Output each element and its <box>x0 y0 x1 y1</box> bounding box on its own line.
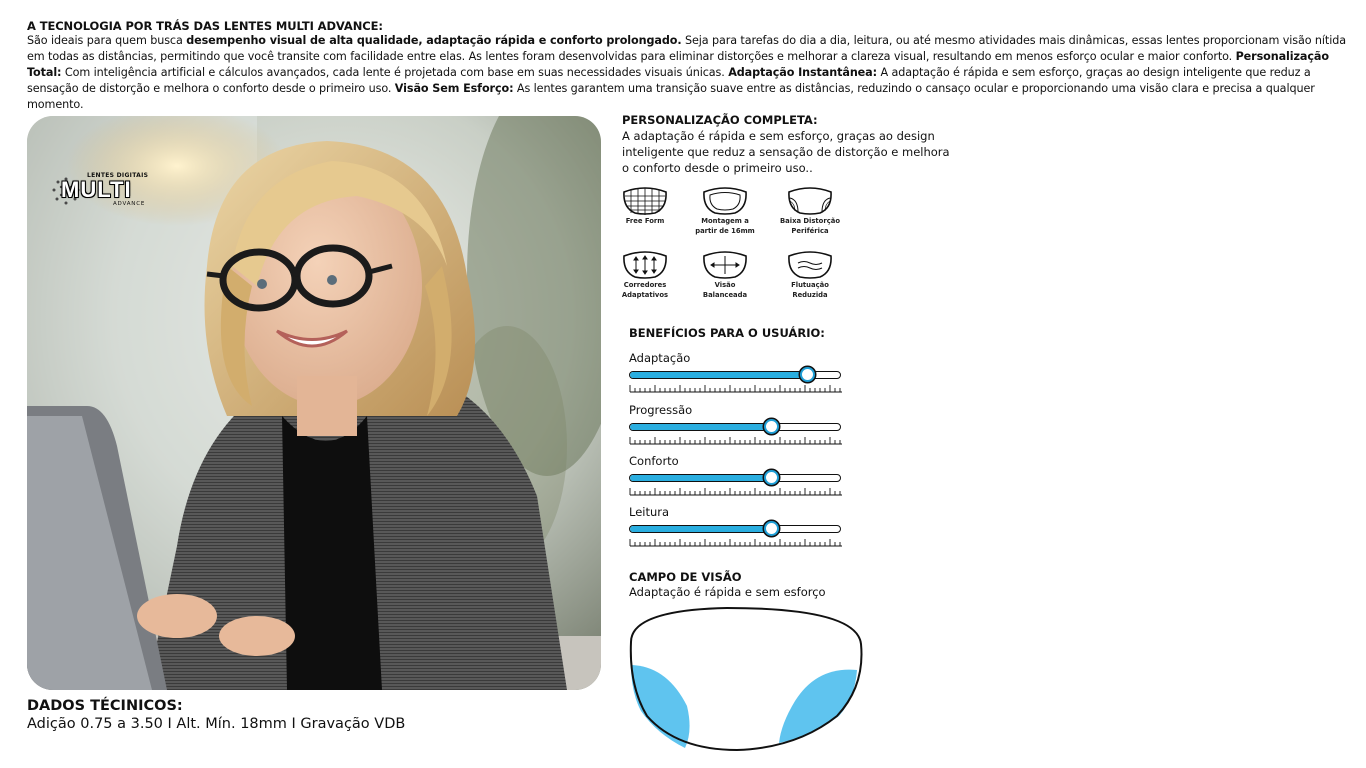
intro-text-4: A adaptação é rápida e sem esforço, graças ao design inteligente que reduz a sensação de distorção e melhora o conforto desde o primeiro uso. <box>27 66 1311 95</box>
hero-photo <box>27 116 601 690</box>
benefit-slider-progressao <box>629 403 845 417</box>
intro-text-1: São ideais para quem busca <box>27 34 187 47</box>
intro-paragraph <box>27 33 1357 113</box>
benefit-knob <box>764 521 779 536</box>
feature-label-line2: Adaptativos <box>621 290 669 299</box>
intro-title: A TECNOLOGIA POR TRÁS DAS LENTES MULTI ADVANCE: <box>27 19 383 33</box>
feature-adaptive-corridors <box>610 250 680 299</box>
logo-main-text: MULTI <box>61 177 132 202</box>
feature-label-line2: Reduzida <box>792 290 828 299</box>
intro-bold-3: Adaptação Instantânea: <box>728 66 877 79</box>
field-of-view-section <box>629 570 869 600</box>
benefit-label: Adaptação <box>629 351 691 365</box>
benefit-fill <box>630 475 771 481</box>
feature-label-line2: Periférica <box>791 226 829 235</box>
benefit-slider-conforto <box>629 454 845 468</box>
feature-label-line2: partir de 16mm <box>695 226 755 235</box>
feature-label-line2: Balanceada <box>702 290 748 299</box>
personalization-section <box>622 113 962 176</box>
intro-text-5: As lentes garantem uma transição suave entre as distâncias, reduzindo o cansaço ocular e proporcionando uma visão clara e precisa a qualquer momento. <box>27 82 1315 111</box>
mounting-icon <box>701 186 749 216</box>
benefit-track <box>629 525 841 533</box>
feature-label-line1: Free Form <box>625 217 665 225</box>
logo-top-text: LENTES DIGITAIS <box>87 172 149 179</box>
intro-bold-2: Personalização Total: <box>27 50 1329 79</box>
feature-label-line1: Baixa Distorção <box>779 217 840 225</box>
intro-text-2: Seja para tarefas do dia a dia, leitura, ou até mesmo atividades mais dinâmicas, essas lentes proporcionam visão nítida em todas as distâncias, permitindo que você transite com facilidade entre elas. As lentes foram desenvolvidas para eliminar distorções e melhorar a clareza visual, resultando em menos esforço ocular e maior conforto. <box>27 34 1346 63</box>
benefit-label: Leitura <box>629 505 670 519</box>
feature-reduced-floating <box>775 250 845 299</box>
benefit-fill <box>630 526 771 532</box>
intro-text-3: Com inteligência artificial e cálculos avançados, cada lente é projetada com base em suas necessidades visuais únicas. <box>61 66 729 79</box>
adaptive-corridors-icon <box>621 250 669 280</box>
multi-advance-logo <box>51 172 171 212</box>
personalization-heading: PERSONALIZAÇÃO COMPLETA: <box>622 113 818 127</box>
technical-data <box>27 697 405 733</box>
benefit-track <box>629 474 841 482</box>
personalization-text: A adaptação é rápida e sem esforço, graças ao design inteligente que reduz a sensação de distorção e melhora o conforto desde o primeiro uso.. <box>622 129 950 175</box>
field-of-view-heading: CAMPO DE VISÃO <box>629 570 742 584</box>
technical-data-heading: DADOS TÉCINICOS: <box>27 698 183 714</box>
benefit-knob <box>800 367 815 382</box>
benefit-fill <box>630 372 806 378</box>
feature-low-distortion <box>775 186 845 235</box>
benefits-heading: BENEFÍCIOS PARA O USUÁRIO: <box>629 326 825 340</box>
benefit-label: Conforto <box>629 454 679 468</box>
benefit-slider-adaptacao <box>629 351 845 365</box>
feature-label-line1: Montagem a <box>701 217 749 225</box>
feature-label-line1: Visão <box>714 281 736 289</box>
lens-left-blur-zone <box>631 665 690 748</box>
free-form-icon <box>621 186 669 216</box>
feature-label-line1: Corredores <box>623 281 667 289</box>
balanced-vision-icon <box>701 250 749 280</box>
benefit-ticks <box>629 385 843 393</box>
benefit-track <box>629 423 841 431</box>
low-distortion-icon <box>786 186 834 216</box>
benefit-ticks <box>629 539 843 547</box>
benefit-label: Progressão <box>629 403 693 417</box>
feature-free-form <box>610 186 680 228</box>
benefit-ticks <box>629 488 843 496</box>
intro-bold-1: desempenho visual de alta qualidade, adaptação rápida e conforto prolongado. <box>186 34 682 47</box>
feature-label-line1: Flutuação <box>791 281 829 289</box>
benefit-fill <box>630 424 771 430</box>
field-of-view-text: Adaptação é rápida e sem esforço <box>629 585 826 599</box>
intro-bold-4: Visão Sem Esforço: <box>394 82 514 95</box>
benefits-section <box>629 326 849 519</box>
benefit-slider-leitura <box>629 505 845 519</box>
feature-mounting <box>690 186 760 235</box>
feature-balanced-vision <box>690 250 760 299</box>
intro-section <box>27 19 1357 113</box>
benefit-ticks <box>629 437 843 445</box>
technical-data-value: Adição 0.75 a 3.50 I Alt. Mín. 18mm I Gravação VDB <box>27 716 406 732</box>
lens-field-of-view-diagram <box>627 606 867 756</box>
logo-sub-text: ADVANCE <box>113 201 146 207</box>
benefit-knob <box>764 470 779 485</box>
reduced-floating-icon <box>786 250 834 280</box>
benefit-knob <box>764 419 779 434</box>
